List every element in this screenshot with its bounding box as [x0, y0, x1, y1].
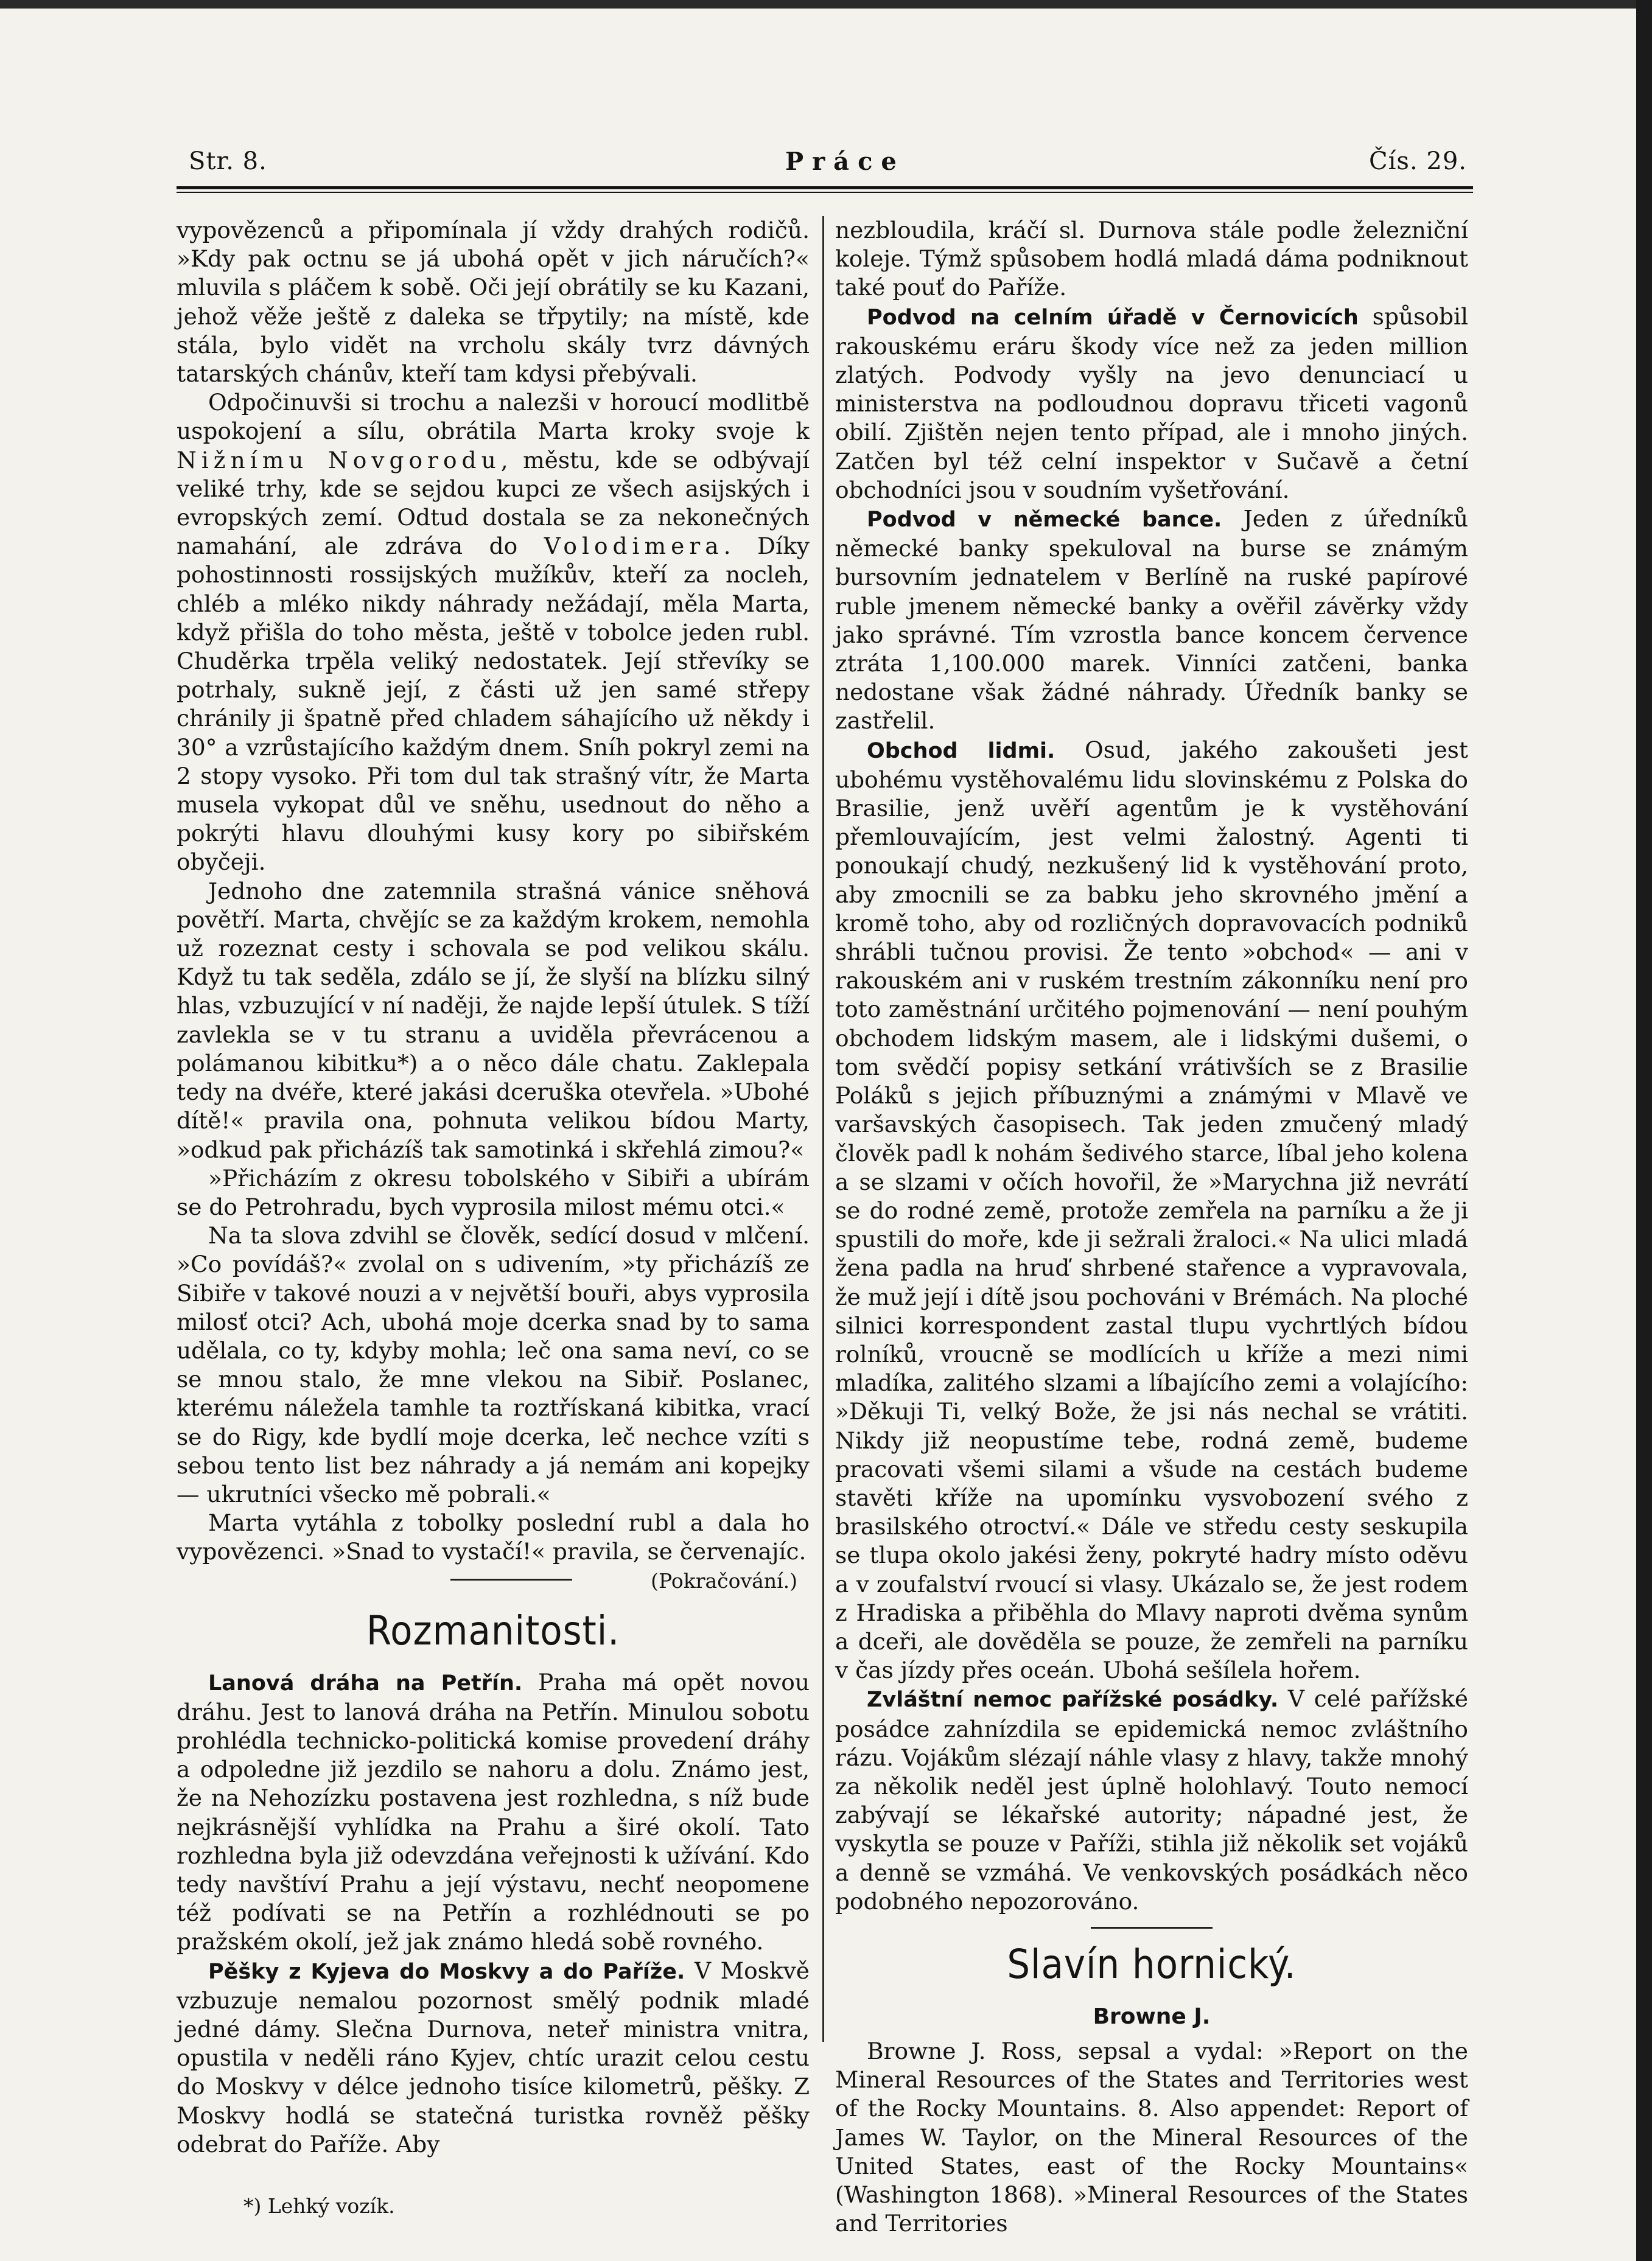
- story-paragraph: Marta vytáhla z tobolky poslední rubl a dala ho vypovězenci. »Snad to vystačí!« pravila, se červenajíc.: [177, 1509, 810, 1565]
- news-item: [835, 1685, 1468, 1916]
- footnote: *) Lehký vozík.: [243, 2194, 395, 2218]
- news-item: [835, 302, 1468, 505]
- header-rule: [177, 186, 1473, 189]
- right-column: [835, 216, 1469, 2237]
- city-name: Nižnímu Novgorodu: [177, 446, 501, 474]
- news-headline: Podvod v německé bance.: [867, 508, 1222, 533]
- news-body: Osud, jakého zakoušeti jest ubohému vystěhovalému lidu slovinskému z Polska do Brasilie, jenž uvěří agentům je k vystěhování přemlouvajícím, jest velmi žalostný. Agenti ti ponoukají chudý, nezkušený lid k vystěhování proto, aby zmocnili se za babku jeho skrovného jmění a kromě toho, aby od rozličných dopravovacích podniků shrábli tučnou provisi. Že tento »obchod« — ani v rakouském ani v ruském trestním zákonníku není pro toto zaměstnání určitého pojmenování — není pouhým obchodem lidským masem, ale i lidskými dušemi, o tom svědčí popisy setkání vrátivších se z Brasilie Poláků s jejich příbuznými a známými v Mlavě ve varšavských časopisech. Tak jeden zmučený mladý člověk padl k nohám šedivého starce, líbal jeho kolena a se slzami v očích hovořil, že »Marychna již nevrátí se do rodné země, protože zemřela na parníku a že ji spustili do moře, kde ji sežrali žraloci.« Na ulici mladá žena padla na hruď shrbené stařence a vypravovala, že muž její i dítě jsou pochováni v Brémách. Na ploché silnici korrespondent zastal tlupu vychrtlých bídou rolníků, vroucně se modlících u kříže a mezi nimi mladíka, zalitého slzami a líbajícího zemi a volajícího: »Děkuji Ti, velký Bože, že jsi nás nechal se vrátiti. Nikdy již neopustíme tebe, rodná země, budeme pracovati všemi silami a všude na cestách budeme stavěti kříže na upomínku vysvobození svého z brasilského otroctví.« Dále ve středu cesty seskupila se tlupa okolo jakési ženy, pokryté hadry místo oděvu a v zoufalství rvoucí si vlasy. Ukázalo se, že jest rodem z Hradiska a přiběhla do Mlavy naproti dvěma synům a dceři, ale dověděla se pouze, že zemřeli na parníku v čas jízdy přes oceán. Ubohá sešílela hořem.: [835, 736, 1468, 1684]
- section-title-rozmanitosti: Rozmanitosti.: [366, 1607, 620, 1654]
- newspaper-title: Práce: [785, 147, 905, 176]
- news-body: spůsobil rakouskému eráru škody více než za jeden million zlatých. Podvody vyšly na jevo denunciací u ministerstva na podloudnou dopravu třiceti vagonů obilí. Zjištěn nejen tento případ, ale i mnoho jiných. Zatčen byl též celní inspektor v Sučavě a četní obchodníci jsou v soudním vyšetřování.: [835, 302, 1468, 503]
- news-body: V Moskvě vzbuzuje nemalou pozornost smělý podnik mladé jedné dámy. Slečna Durnova, neteř ministra vnitra, opustila v neděli ráno Kyjev, chtíc urazit celou cestu do Moskvy v délce jednoho tisíce kilometrů, pěšky. Z Moskvy hodlá se statečná turistka rovněž pěšky odebrat do Paříže. Aby: [177, 1957, 810, 2158]
- section-subtitle: Browne J.: [1093, 2004, 1211, 2029]
- news-body: Jeden z úředníků německé banky spekuloval na burse se známým bursovním jednatelem v Berlíně na ruské papírové ruble jmenem německé banky a ověřil závěrky vždy jako správné. Tím vzrostla bance koncem července ztráta 1,100.000 marek. Vinníci zatčeni, banka nedostane však žádné náhrady. Úředník banky se zastřelil.: [835, 505, 1469, 735]
- news-body: V celé pařížské posádce zahnízdila se epidemická nemoc zvláštního rázu. Vojákům slézají náhle vlasy z hlavy, takže mnohý za několik neděl jest úplně holohlavý. Touto nemocí zabývají se lékařské autority; nápadné jest, že vyskytla se pouze v Paříži, stihla již několik set vojáků a denně se vzmáhá. Ve venkovských posádkách něco podobného nepozorováno.: [835, 1685, 1469, 1915]
- story-paragraph: vypovězenců a připomínala jí vždy drahých rodičů. »Kdy pak octnu se já ubohá opět v jich náručích?« mluvila s pláčem k sobě. Oči její obrátily se ku Kazani, jehož věže ještě z daleka se třpytily; na místě, kde stála, bylo vidět na vrcholu skály tvrz dávných tatarských chánův, kteří tam kdysi přebývali.: [177, 217, 810, 388]
- separator-rule: [1091, 1927, 1213, 1929]
- header-rule-thin: [177, 192, 1473, 193]
- separator-rule: [450, 1579, 572, 1581]
- story-paragraph: Jednoho dne zatemnila strašná vánice sněhová povětří. Marta, chvějíc se za každým krokem, nemohla už rozeznat cesty i schovala se pod velikou skálu. Když tu tak seděla, zdálo se jí, že slyší na blízku silný hlas, vzbuzující v ní naději, že najde lepší útulek. S tíží zavlekla se v tu stranu a uviděla převrácenou a polámanou kibitku*) a o něco dále chatu. Zaklepala tedy na dvéře, které jakási dceruška otevřela. »Ubohé dítě!« pravila ona, pohnuta velikou bídou Marty, »odkud pak přicházíš tak samotinká i skřehlá zimou?«: [177, 877, 810, 1163]
- bio-paragraph: Browne J. Ross, sepsal a vydal: »Report on the Mineral Resources of the States and Territories west of the Rocky Mountains. 8. Also appendet: Report of James W. Taylor, on the Mineral Resources of the United States, east of the Rocky Mountains« (Washington 1868). »Mineral Resources of the States and Territories: [835, 2037, 1468, 2237]
- city-name: Volodimera: [544, 533, 724, 560]
- section-title-slavin: Slavín hornický.: [1007, 1940, 1297, 1988]
- article-columns: [177, 216, 1473, 2237]
- news-item: [177, 1957, 810, 2159]
- story-text: . Díky pohostinnosti rossijských mužíkův, kteří za nocleh, chléb a mléko nikdy náhrady nežádají, měla Marta, když přišla do toho města, ještě v tobolce jeden rubl. Chuděrka trpěla veliký nedostatek. Její střevíky se potrhaly, sukně její, z části už jen samé střepy chránily ji špatně před chladem sáhajícího už někdy i 30° a vzrůstajícího každým dnem. Sníh pokryl zemi na 2 stopy vysoko. Při tom dul tak strašný vítr, že Marta musela vykopat důl ve sněhu, usednout do něho a pokrýti hlavu dlouhými kusy kory po sibiřském obyčeji.: [177, 533, 810, 876]
- to-be-continued: (Pokračování.): [651, 1568, 797, 1593]
- left-column: [177, 216, 810, 2218]
- news-headline: Pěšky z Kyjeva do Moskvy a do Paříže.: [208, 1959, 685, 1984]
- news-item: [835, 736, 1468, 1685]
- news-headline: Zvláštní nemoc pařížské posádky.: [867, 1688, 1279, 1713]
- story-paragraph: »Přicházím z okresu tobolského v Sibiři a ubírám se do Petrohradu, bych vyprosila milost mému otci.«: [177, 1164, 810, 1220]
- page-number: Str. 8.: [189, 147, 267, 175]
- news-body: Praha má opět novou dráhu. Jest to lanová dráha na Petřín. Minulou sobotu prohlédla technicko-politická komise provedení dráhy a odpoledne již jezdilo se nahoru a dolu. Známo jest, že na Nehozízku postavena jest rozhledna, s níž bude nejkrásnější vyhlídka na Prahu a širé okolí. Tato rozhledna byla již odevzdána veřejnosti k užívání. Kdo tedy navštíví Prahu a její výstavu, nechť neopomene též podívati se na Petřín a rozhlédnouti se po pražském okolí, jež jak známo hledá sobě rovného.: [177, 1668, 810, 1955]
- scan-top-edge: [0, 0, 1652, 9]
- news-continuation: nezbloudila, kráčí sl. Durnova stále podle železniční koleje. Týmž spůsobem hodlá mladá dáma podniknout také pouť do Paříže.: [835, 217, 1468, 301]
- scan-right-edge: [1636, 0, 1652, 2261]
- column-divider: [822, 216, 824, 2042]
- story-text: Odpočinuvši si trochu a nalezši v horoucí modlitbě uspokojení a sílu, obrátila Marta kroky svoje k: [177, 389, 810, 445]
- issue-number: Čís. 29.: [1369, 147, 1467, 175]
- page-header: [189, 141, 1467, 184]
- news-headline: Podvod na celním úřadě v Černovicích: [867, 305, 1359, 330]
- story-paragraph: Na ta slova zdvihl se člověk, sedící dosud v mlčení. »Co povídáš?« zvolal on s udivením, »ty přicházíš ze Sibiře v takové nouzi a v největší bouři, abys vyprosila milosť otci? Ach, ubohá moje dcerka snad by to sama udělala, co ty, kdyby mohla; leč ona sama neví, co se se mnou stalo, že mne vlekou na Sibiř. Poslanec, kterému náležela tamhle ta roztřískaná kibitka, vrací se do Rigy, kde bydlí moje dcerka, leč nechce vzíti s sebou tento list bez náhrady a já nemám ani kopejky — ukrutníci všecko mě pobrali.«: [177, 1222, 810, 1508]
- continuation-line: [177, 1567, 810, 1595]
- story-text: , městu, kde se odbývají veliké trhy, kde se sejdou kupci ze všech asijských i evropských zemí. Odtud dostala se za nekonečných namahání, ale zdráva do: [177, 446, 810, 560]
- news-headline: Obchod lidmi.: [867, 738, 1055, 763]
- news-item: [177, 1668, 810, 1957]
- news-headline: Lanová dráha na Petřín.: [208, 1671, 523, 1696]
- news-item: [835, 505, 1468, 736]
- story-paragraph: [177, 388, 810, 876]
